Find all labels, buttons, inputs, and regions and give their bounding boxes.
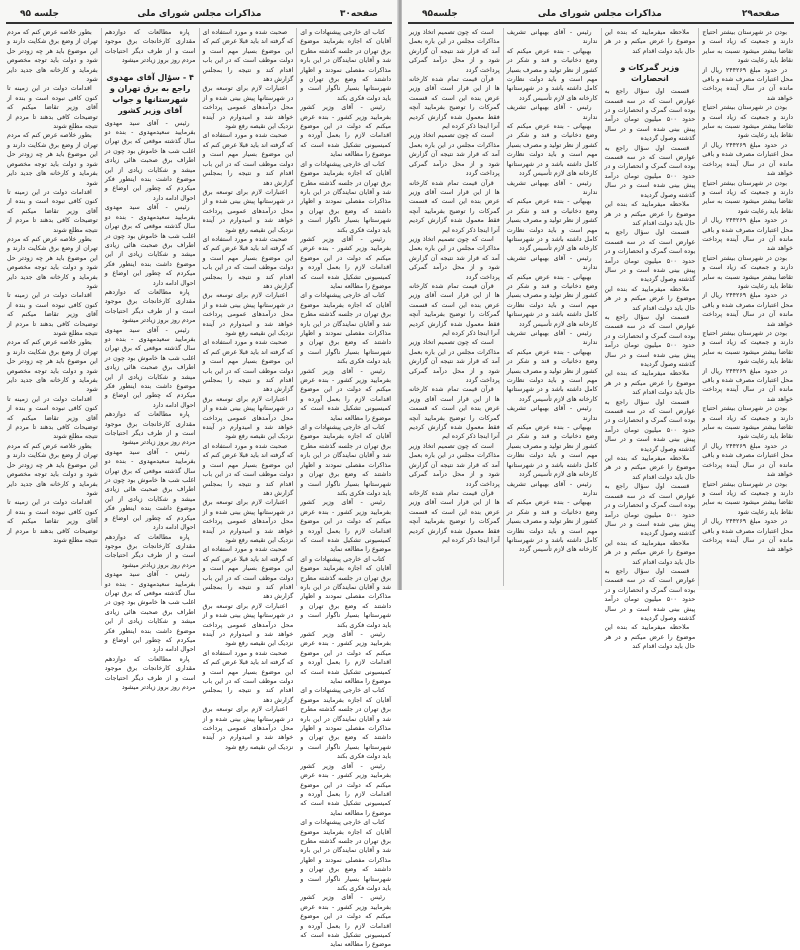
paragraph: رئیس - آقای بهبهانی تشریف ندارند (506, 405, 598, 422)
page-number: صفحه۲۹ (741, 9, 780, 19)
text-column (4, 28, 101, 586)
paragraph: پاره مطالعات که دوازدهم مقداری کارخانجات برق موجود است و از طرف دیگر احتیاجات مردم روز بروز زیادتر میشود (104, 655, 196, 691)
paragraph: رئیس - آقای وزیر کشور بفرمایید وزیر کشور - بنده عرض میکنم که دولت در این موضوع اقدامات لازم را بعمل آورده و کمیسیونی تشکیل شده است که موضوع را مطالعه نماید (300, 235, 391, 290)
paragraph: است که چون تصمیم اتخاذ وزیر مذاکرات مجلس در این باره بعمل آمد که قرار شد نتیجه آن گزارش شود و از محل درآمد گمرکی پرداخت گردد (409, 29, 500, 74)
left-page (0, 0, 398, 949)
paragraph: اقدامات دولت در این زمینه تا کنون کافی نبوده است و بنده از آقای وزیر تقاضا میکنم که توضیحات کافی بدهند تا مردم از نتیجه مطلع شوند (7, 395, 98, 441)
paragraph: بهبهانی - بنده عرض میکنم که وضع دخانیات و قند و شکر در کشور از نظر تولید و مصرف بسیار مهم است و باید دولت نظارت کامل داشته باشد و در شهرستانها کارخانه های لازم تأسیس گردد (506, 47, 598, 102)
paragraph: قسمت اول سؤال راجع به عوارض است که در سه قسمت بوده است گمرک و انحصارات و در حدود ۵۰۰ میلیون تومان درآمد پیش بینی شده است و در سال گذشته وصول گردیده (604, 398, 696, 453)
paragraph: قرآن قیمت تمام شده کارخانه ها از این قرار است آقای وزیر عرض بنده این است که قسمت گمرکات را توضیح بفرمایید آنچه فقط معمول شده گزارش کردیم آنرا اینجا ذکر کرده ایم (409, 386, 500, 441)
paragraph: قسمت اول سؤال راجع به عوارض است که در سه قسمت بوده است گمرک و انحصارات و در حدود ۵۰۰ میلیون تومان درآمد پیش بینی شده است و در سال گذشته وصول گردیده (604, 144, 696, 199)
paragraph: کتاب ای خارجی پیشنهادات و ای آقایان که اجازه بفرمایند موضوع برق تهران در جلسه گذشته مطرح شد و آقایان نمایندگان در این باره مذاکرات مفصلی نمودند و اظهار داشتند که وضع برق تهران و شهرستانها بسیار ناگوار است و باید دولت فکری بکند (300, 687, 391, 761)
page-title: مذاکرات مجلس شورای ملی (137, 9, 262, 19)
text-column (199, 28, 297, 751)
paragraph: بطور خلاصه عرض کنم که مردم تهران از وضع برق شکایت دارند و این موضوع باید هر چه زودتر حل شود و دولت باید توجه مخصوص بفرماید و کارخانه های جدید دایر شود (7, 235, 98, 290)
session-number: جلسه ۹۵ (20, 9, 59, 19)
paragraph: کتاب ای خارجی پیشنهادات و ای آقایان که اجازه بفرمایند موضوع برق تهران در جلسه گذشته مطرح شد و آقایان نمایندگان در این باره مذاکرات مفصلی نمودند و اظهار داشتند که وضع برق تهران و شهرستانها بسیار ناگوار است و باید دولت فکری بکند (300, 555, 391, 629)
paragraph: قرآن قیمت تمام شده کارخانه ها از این قرار است آقای وزیر عرض بنده این است که قسمت گمرکات را توضیح بفرمایید آنچه فقط معمول شده گزارش کردیم آنرا اینجا ذکر کرده ایم (409, 489, 500, 544)
paragraph: قسمت اول سؤال راجع به عوارض است که در سه قسمت بوده است گمرک و انحصارات و در حدود ۵۰۰ میلیون تومان درآمد پیش بینی شده است و در سال گذشته وصول گردیده (604, 567, 696, 622)
paragraph: قرآن قیمت تمام شده کارخانه ها از این قرار است آقای وزیر عرض بنده این است که قسمت گمرکات را توضیح بفرمایید آنچه فقط معمول شده گزارش کردیم آنرا اینجا ذکر کرده ایم (409, 179, 500, 234)
paragraph: است که چون تصمیم اتخاذ وزیر مذاکرات مجلس در این باره بعمل آمد که قرار شد نتیجه آن گزارش شود و از محل درآمد گمرکی پرداخت گردد (409, 132, 500, 178)
paragraph: اعتبارات لازم برای توسعه برق در شهرستانها پیش بینی شده و از محل درآمدهای عمومی پرداخت خواهد شد و امیدوارم در آینده نزدیک این نقیصه رفع شود (202, 292, 294, 337)
paragraph: ملاحظه میفرمایید که بنده این موضوع را عرض میکنم و در هر حال باید دولت اقدام کند (604, 624, 696, 651)
paragraph: صحبت شده و مورد استفاده ای که گرفته اند باید قبلا عرض کنم که این موضوع بسیار مهم است و دولت موظف است که در این باب اقدام کند و نتیجه را بمجلس گزارش دهد (202, 649, 294, 704)
paragraph: در حدود مبلغ ۲۴۴۲۶۹ ریال از محل اعتبارات مصرف شده و باقی مانده آن در سال آینده پرداخت خواهد شد (702, 518, 793, 554)
paragraph: صحبت شده و مورد استفاده ای که گرفته اند باید قبلا عرض کنم که این موضوع بسیار مهم است و دولت موظف است که در این باب اقدام کند و نتیجه را بمجلس گزارش دهد (202, 235, 294, 290)
text-column (406, 28, 503, 586)
paragraph: کتاب ای خارجی پیشنهادات و ای آقایان که اجازه بفرمایند موضوع برق تهران در جلسه گذشته مطرح شد و آقایان نمایندگان در این باره مذاکرات مفصلی نمودند و اظهار داشتند که وضع برق تهران و شهرستانها بسیار ناگوار است و باید دولت فکری بکند (300, 29, 391, 102)
paragraph: بودن در شهرستان بیشتر احتیاج دارند و جمعیت که زیاد است و تقاضا بیشتر میشود نسبت به سایر نقاط باید رعایت شود (702, 480, 793, 516)
paragraph: رئیس - آقای سید مهدوی بفرمایید سعیدمهدوی - بنده دو سال گذشته موقعی که برق تهران اغلب شب ها خاموش بود چون در اطراف برق صحبت هائی زیادی میشد و شکایات زیادی از این موضوع داشت بنده اینطور فکر میکردم که چطور این اوضاع و احوال ادامه دارد (104, 448, 196, 532)
page-header (6, 6, 392, 24)
text-columns (406, 28, 796, 651)
text-columns (4, 28, 394, 949)
paragraph: بهبهانی - بنده عرض میکنم که وضع دخانیات و قند و شکر در کشور از نظر تولید و مصرف بسیار مهم است و باید دولت نظارت کامل داشته باشد و در شهرستانها کارخانه های لازم تأسیس گردد (506, 123, 598, 178)
paragraph: کتاب ای خارجی پیشنهادات و ای آقایان که اجازه بفرمایند موضوع برق تهران در جلسه گذشته مطرح شد و آقایان نمایندگان در این باره مذاکرات مفصلی نمودند و اظهار داشتند که وضع برق تهران و شهرستانها بسیار ناگوار است و باید دولت فکری بکند (300, 424, 391, 497)
paragraph: رئیس - آقای وزیر کشور بفرمایید وزیر کشور - بنده عرض میکنم که دولت در این موضوع اقدامات لازم را بعمل آورده و کمیسیونی تشکیل شده است که موضوع را مطالعه نماید (300, 762, 391, 817)
paragraph: در حدود مبلغ ۲۴۴۲۶۹ ریال از محل اعتبارات مصرف شده و باقی مانده آن در سال آینده پرداخت خواهد شد (702, 292, 793, 328)
text-column (698, 28, 796, 586)
paragraph: اعتبارات لازم برای توسعه برق در شهرستانها پیش بینی شده و از محل درآمدهای عمومی پرداخت خواهد شد و امیدوارم در آینده نزدیک این نقیصه رفع شود (202, 395, 294, 441)
paragraph: رئیس - آقای وزیر کشور بفرمایید وزیر کشور - بنده عرض میکنم که دولت در این موضوع اقدامات لازم را بعمل آورده و کمیسیونی تشکیل شده است که موضوع را مطالعه نماید (300, 104, 391, 159)
paragraph: ملاحظه میفرمایید که بنده این موضوع را عرض میکنم و در هر حال باید دولت اقدام کند (604, 370, 696, 397)
paragraph: قسمت اول سؤال راجع به عوارض است که در سه قسمت بوده است گمرک و انحصارات و در حدود ۵۰۰ میلیون تومان درآمد پیش بینی شده است و در سال گذشته وصول گردیده (604, 483, 696, 538)
paragraph: کتاب ای خارجی پیشنهادات و ای آقایان که اجازه بفرمایند موضوع برق تهران در جلسه گذشته مطرح شد و آقایان نمایندگان در این باره مذاکرات مفصلی نمودند و اظهار داشتند که وضع برق تهران و شهرستانها بسیار ناگوار است و باید دولت فکری بکند (300, 160, 391, 234)
paragraph: قسمت اول سؤال راجع به عوارض است که در سه قسمت بوده است گمرک و انحصارات و در حدود ۵۰۰ میلیون تومان درآمد پیش بینی شده است و در سال گذشته وصول گردیده (604, 229, 696, 284)
paragraph: رئیس - آقای بهبهانی تشریف ندارند (506, 29, 598, 46)
paragraph: رئیس - آقای بهبهانی تشریف ندارند (506, 330, 598, 347)
text-column (296, 28, 394, 949)
paragraph: رئیس - آقای وزیر کشور بفرمایید وزیر کشور - بنده عرض میکنم که دولت در این موضوع اقدامات لازم را بعمل آورده و کمیسیونی تشکیل شده است که موضوع را مطالعه نماید (300, 631, 391, 686)
paragraph: در حدود مبلغ ۲۴۴۲۶۹ ریال از محل اعتبارات مصرف شده و باقی مانده آن در سال آینده پرداخت خواهد شد (702, 367, 793, 403)
paragraph: اقدامات دولت در این زمینه تا کنون کافی نبوده است و بنده از آقای وزیر تقاضا میکنم که توضیحات کافی بدهند تا مردم از نتیجه مطلع شوند (7, 188, 98, 234)
paragraph: ملاحظه میفرمایید که بنده این موضوع را عرض میکنم و در هر حال باید دولت اقدام کند (604, 29, 696, 55)
paragraph: بطور خلاصه عرض کنم که مردم تهران از وضع برق شکایت دارند و این موضوع باید هر چه زودتر حل شود و دولت باید توجه مخصوص بفرماید و کارخانه های جدید دایر شود (7, 442, 98, 497)
paragraph: اعتبارات لازم برای توسعه برق در شهرستانها پیش بینی شده و از محل درآمدهای عمومی پرداخت خواهد شد و امیدوارم در آینده نزدیک این نقیصه رفع شود (202, 188, 294, 234)
paragraph: بودن در شهرستان بیشتر احتیاج دارند و جمعیت که زیاد است و تقاضا بیشتر میشود نسبت به سایر نقاط باید رعایت شود (702, 330, 793, 366)
paragraph: بهبهانی - بنده عرض میکنم که وضع دخانیات و قند و شکر در کشور از نظر تولید و مصرف بسیار مهم است و باید دولت نظارت کامل داشته باشد و در شهرستانها کارخانه های لازم تأسیس گردد (506, 348, 598, 403)
text-column (601, 28, 699, 651)
section-heading: ۴ - سؤال آقای مهدوی راجع به برق تهران و شهرستانها و جواب آقای وزیر کشور (106, 72, 194, 115)
paragraph: است که چون تصمیم اتخاذ وزیر مذاکرات مجلس در این باره بعمل آمد که قرار شد نتیجه آن گزارش شود و از محل درآمد گمرکی پرداخت گردد (409, 442, 500, 488)
paragraph: ملاحظه میفرمایید که بنده این موضوع را عرض میکنم و در هر حال باید دولت اقدام کند (604, 285, 696, 312)
paragraph: قرآن قیمت تمام شده کارخانه ها از این قرار است آقای وزیر عرض بنده این است که قسمت گمرکات را توضیح بفرمایید آنچه فقط معمول شده گزارش کردیم آنرا اینجا ذکر کرده ایم (409, 76, 500, 131)
paragraph: بودن در شهرستان بیشتر احتیاج دارند و جمعیت که زیاد است و تقاضا بیشتر میشود نسبت به سایر نقاط باید رعایت شود (702, 29, 793, 65)
paragraph: قسمت اول سؤال راجع به عوارض است که در سه قسمت بوده است گمرک و انحصارات و در حدود ۵۰۰ میلیون تومان درآمد پیش بینی شده است و در سال گذشته وصول گردیده (604, 313, 696, 368)
paragraph: صحبت شده و مورد استفاده ای که گرفته اند باید قبلا عرض کنم که این موضوع بسیار مهم است و دولت موظف است که در این باب اقدام کند و نتیجه را بمجلس گزارش دهد (202, 546, 294, 601)
paragraph: رئیس - آقای بهبهانی تشریف ندارند (506, 104, 598, 121)
paragraph: در حدود مبلغ ۲۴۴۲۶۹ ریال از محل اعتبارات مصرف شده و باقی مانده آن در سال آینده پرداخت خواهد شد (702, 217, 793, 253)
paragraph: در حدود مبلغ ۲۴۴۲۶۹ ریال از محل اعتبارات مصرف شده و باقی مانده آن در سال آینده پرداخت خواهد شد (702, 141, 793, 178)
text-column (503, 28, 601, 586)
page-title: مذاکرات مجلس شورای ملی (537, 9, 662, 19)
paragraph: اعتبارات لازم برای توسعه برق در شهرستانها پیش بینی شده و از محل درآمدهای عمومی پرداخت خواهد شد و امیدوارم در آینده نزدیک این نقیصه رفع شود (202, 602, 294, 648)
paragraph: در حدود مبلغ ۲۴۴۲۶۹ ریال از محل اعتبارات مصرف شده و باقی مانده آن در سال آینده پرداخت خواهد شد (702, 442, 793, 479)
paragraph: قرآن قیمت تمام شده کارخانه ها از این قرار است آقای وزیر عرض بنده این است که قسمت گمرکات را توضیح بفرمایید آنچه فقط معمول شده گزارش کردیم آنرا اینجا ذکر کرده ایم (409, 282, 500, 337)
paragraph: کتاب ای خارجی پیشنهادات و ای آقایان که اجازه بفرمایند موضوع برق تهران در جلسه گذشته مطرح شد و آقایان نمایندگان در این باره مذاکرات مفصلی نمودند و اظهار داشتند که وضع برق تهران و شهرستانها بسیار ناگوار است و باید دولت فکری بکند (300, 292, 391, 366)
paragraph: رئیس - آقای وزیر کشور بفرمایید وزیر کشور - بنده عرض میکنم که دولت در این موضوع اقدامات لازم را بعمل آورده و کمیسیونی تشکیل شده است که موضوع را مطالعه نماید (300, 499, 391, 554)
paragraph: رئیس - آقای سید مهدوی بفرمایید سعیدمهدوی - بنده دو سال گذشته موقعی که برق تهران اغلب شب ها خاموش بود چون در اطراف برق صحبت هائی زیادی میشد و شکایات زیادی از این موضوع داشت بنده اینطور فکر میکردم که چطور این اوضاع و احوال ادامه دارد (104, 204, 196, 287)
paragraph: بهبهانی - بنده عرض میکنم که وضع دخانیات و قند و شکر در کشور از نظر تولید و مصرف بسیار مهم است و باید دولت نظارت کامل داشته باشد و در شهرستانها کارخانه های لازم تأسیس گردد (506, 198, 598, 253)
text-column (101, 28, 199, 691)
paragraph: است که چون تصمیم اتخاذ وزیر مذاکرات مجلس در این باره بعمل آمد که قرار شد نتیجه آن گزارش شود و از محل درآمد گمرکی پرداخت گردد (409, 235, 500, 281)
paragraph: صحبت شده و مورد استفاده ای که گرفته اند باید قبلا عرض کنم که این موضوع بسیار مهم است و دولت موظف است که در این باب اقدام کند و نتیجه را بمجلس گزارش دهد (202, 442, 294, 497)
paragraph: بطور خلاصه عرض کنم که مردم تهران از وضع برق شکایت دارند و این موضوع باید هر چه زودتر حل شود و دولت باید توجه مخصوص بفرماید و کارخانه های جدید دایر شود (7, 29, 98, 84)
paragraph: قسمت اول سؤال راجع به عوارض است که در سه قسمت بوده است گمرک و انحصارات و در حدود ۵۰۰ میلیون تومان درآمد پیش بینی شده است و در سال گذشته وصول گردیده (604, 88, 696, 143)
paragraph: است که چون تصمیم اتخاذ وزیر مذاکرات مجلس در این باره بعمل آمد که قرار شد نتیجه آن گزارش شود و از محل درآمد گمرکی پرداخت گردد (409, 339, 500, 385)
paragraph: پاره مطالعات که دوازدهم مقداری کارخانجات برق موجود است و از طرف دیگر احتیاجات مردم روز بروز زیادتر میشود (104, 533, 196, 569)
paragraph: بهبهانی - بنده عرض میکنم که وضع دخانیات و قند و شکر در کشور از نظر تولید و مصرف بسیار مهم است و باید دولت نظارت کامل داشته باشد و در شهرستانها کارخانه های لازم تأسیس گردد (506, 499, 598, 554)
paragraph: صحبت شده و مورد استفاده ای که گرفته اند باید قبلا عرض کنم که این موضوع بسیار مهم است و دولت موظف است که در این باب اقدام کند و نتیجه را بمجلس گزارش دهد (202, 132, 294, 187)
paragraph: رئیس - آقای وزیر کشور بفرمایید وزیر کشور - بنده عرض میکنم که دولت در این موضوع اقدامات لازم را بعمل آورده و کمیسیونی تشکیل شده است که موضوع را مطالعه نماید (300, 894, 391, 949)
paragraph: اعتبارات لازم برای توسعه برق در شهرستانها پیش بینی شده و از محل درآمدهای عمومی پرداخت خواهد شد و امیدوارم در آینده نزدیک این نقیصه رفع شود (202, 499, 294, 544)
page-number: صفحه۳۰ (339, 9, 378, 19)
paragraph: رئیس - آقای وزیر کشور بفرمایید وزیر کشور - بنده عرض میکنم که دولت در این موضوع اقدامات لازم را بعمل آورده و کمیسیونی تشکیل شده است که موضوع را مطالعه نماید (300, 367, 391, 422)
paragraph: رئیس - آقای بهبهانی تشریف ندارند (506, 179, 598, 196)
paragraph: اقدامات دولت در این زمینه تا کنون کافی نبوده است و بنده از آقای وزیر تقاضا میکنم که توضیحات کافی بدهند تا مردم از نتیجه مطلع شوند (7, 292, 98, 337)
session-number: جلسه۹۵ (422, 9, 458, 19)
paragraph: بودن در شهرستان بیشتر احتیاج دارند و جمعیت که زیاد است و تقاضا بیشتر میشود نسبت به سایر نقاط باید رعایت شود (702, 104, 793, 140)
paragraph: اعتبارات لازم برای توسعه برق در شهرستانها پیش بینی شده و از محل درآمدهای عمومی پرداخت خواهد شد و امیدوارم در آینده نزدیک این نقیصه رفع شود (202, 706, 294, 751)
paragraph: بهبهانی - بنده عرض میکنم که وضع دخانیات و قند و شکر در کشور از نظر تولید و مصرف بسیار مهم است و باید دولت نظارت کامل داشته باشد و در شهرستانها کارخانه های لازم تأسیس گردد (506, 424, 598, 479)
paragraph: پاره مطالعات که دوازدهم مقداری کارخانجات برق موجود است و از طرف دیگر احتیاجات مردم روز بروز زیادتر میشود (104, 288, 196, 325)
paragraph: کتاب ای خارجی پیشنهادات و ای آقایان که اجازه بفرمایند موضوع برق تهران در جلسه گذشته مطرح شد و آقایان نمایندگان در این باره مذاکرات مفصلی نمودند و اظهار داشتند که وضع برق تهران و شهرستانها بسیار ناگوار است و باید دولت فکری بکند (300, 819, 391, 892)
paragraph: رئیس - آقای سید مهدوی بفرمایید سعیدمهدوی - بنده دو سال گذشته موقعی که برق تهران اغلب شب ها خاموش بود چون در اطراف برق صحبت هائی زیادی میشد و شکایات زیادی از این موضوع داشت بنده اینطور فکر میکردم که چطور این اوضاع و احوال ادامه دارد (104, 326, 196, 409)
page-header (408, 6, 794, 24)
paragraph: صحبت شده و مورد استفاده ای که گرفته اند باید قبلا عرض کنم که این موضوع بسیار مهم است و دولت موظف است که در این باب اقدام کند و نتیجه را بمجلس گزارش دهد (202, 29, 294, 84)
paragraph: ملاحظه میفرمایید که بنده این موضوع را عرض میکنم و در هر حال باید دولت اقدام کند (604, 455, 696, 481)
paragraph: بودن در شهرستان بیشتر احتیاج دارند و جمعیت که زیاد است و تقاضا بیشتر میشود نسبت به سایر نقاط باید رعایت شود (702, 254, 793, 290)
paragraph: پاره مطالعات که دوازدهم مقداری کارخانجات برق موجود است و از طرف دیگر احتیاجات مردم روز بروز زیادتر میشود (104, 29, 196, 65)
paragraph: رئیس - آقای سید مهدوی بفرمایید سعیدمهدوی - بنده دو سال گذشته موقعی که برق تهران اغلب شب ها خاموش بود چون در اطراف برق صحبت هائی زیادی میشد و شکایات زیادی از این موضوع داشت بنده اینطور فکر میکردم که چطور این اوضاع و احوال ادامه دارد (104, 119, 196, 202)
paragraph: ملاحظه میفرمایید که بنده این موضوع را عرض میکنم و در هر حال باید دولت اقدام کند (604, 201, 696, 227)
paragraph: بهبهانی - بنده عرض میکنم که وضع دخانیات و قند و شکر در کشور از نظر تولید و مصرف بسیار مهم است و باید دولت نظارت کامل داشته باشد و در شهرستانها کارخانه های لازم تأسیس گردد (506, 273, 598, 328)
paragraph: رئیس - آقای سید مهدوی بفرمایید سعیدمهدوی - بنده دو سال گذشته موقعی که برق تهران اغلب شب ها خاموش بود چون در اطراف برق صحبت هائی زیادی میشد و شکایات زیادی از این موضوع داشت بنده اینطور فکر میکردم که چطور این اوضاع و احوال ادامه دارد (104, 571, 196, 654)
paragraph: بودن در شهرستان بیشتر احتیاج دارند و جمعیت که زیاد است و تقاضا بیشتر میشود نسبت به سایر نقاط باید رعایت شود (702, 179, 793, 215)
paragraph: پاره مطالعات که دوازدهم مقداری کارخانجات برق موجود است و از طرف دیگر احتیاجات مردم روز بروز زیادتر میشود (104, 411, 196, 447)
paragraph: رئیس - آقای بهبهانی تشریف ندارند (506, 254, 598, 272)
paragraph: اقدامات دولت در این زمینه تا کنون کافی نبوده است و بنده از آقای وزیر تقاضا میکنم که توضیحات کافی بدهند تا مردم از نتیجه مطلع شوند (7, 499, 98, 544)
paragraph: رئیس - آقای بهبهانی تشریف ندارند (506, 480, 598, 497)
paragraph: اقدامات دولت در این زمینه تا کنون کافی نبوده است و بنده از آقای وزیر تقاضا میکنم که توضیحات کافی بدهند تا مردم از نتیجه مطلع شوند (7, 85, 98, 131)
paragraph: صحبت شده و مورد استفاده ای که گرفته اند باید قبلا عرض کنم که این موضوع بسیار مهم است و دولت موظف است که در این باب اقدام کند و نتیجه را بمجلس گزارش دهد (202, 339, 294, 394)
paragraph: ملاحظه میفرمایید که بنده این موضوع را عرض میکنم و در هر حال باید دولت اقدام کند (604, 539, 696, 566)
paragraph: در حدود مبلغ ۲۴۴۲۶۹ ریال از محل اعتبارات مصرف شده و باقی مانده آن در سال آینده پرداخت خواهد شد (702, 66, 793, 102)
paragraph: بطور خلاصه عرض کنم که مردم تهران از وضع برق شکایت دارند و این موضوع باید هر چه زودتر حل شود و دولت باید توجه مخصوص بفرماید و کارخانه های جدید دایر شود (7, 132, 98, 187)
paragraph: اعتبارات لازم برای توسعه برق در شهرستانها پیش بینی شده و از محل درآمدهای عمومی پرداخت خواهد شد و امیدوارم در آینده نزدیک این نقیصه رفع شود (202, 85, 294, 131)
paragraph: بودن در شهرستان بیشتر احتیاج دارند و جمعیت که زیاد است و تقاضا بیشتر میشود نسبت به سایر نقاط باید رعایت شود (702, 405, 793, 441)
section-heading: وزیر گمرکات و انحصارات (620, 63, 680, 84)
right-page (402, 0, 800, 651)
paragraph: بطور خلاصه عرض کنم که مردم تهران از وضع برق شکایت دارند و این موضوع باید هر چه زودتر حل شود و دولت باید توجه مخصوص بفرماید و کارخانه های جدید دایر شود (7, 339, 98, 394)
